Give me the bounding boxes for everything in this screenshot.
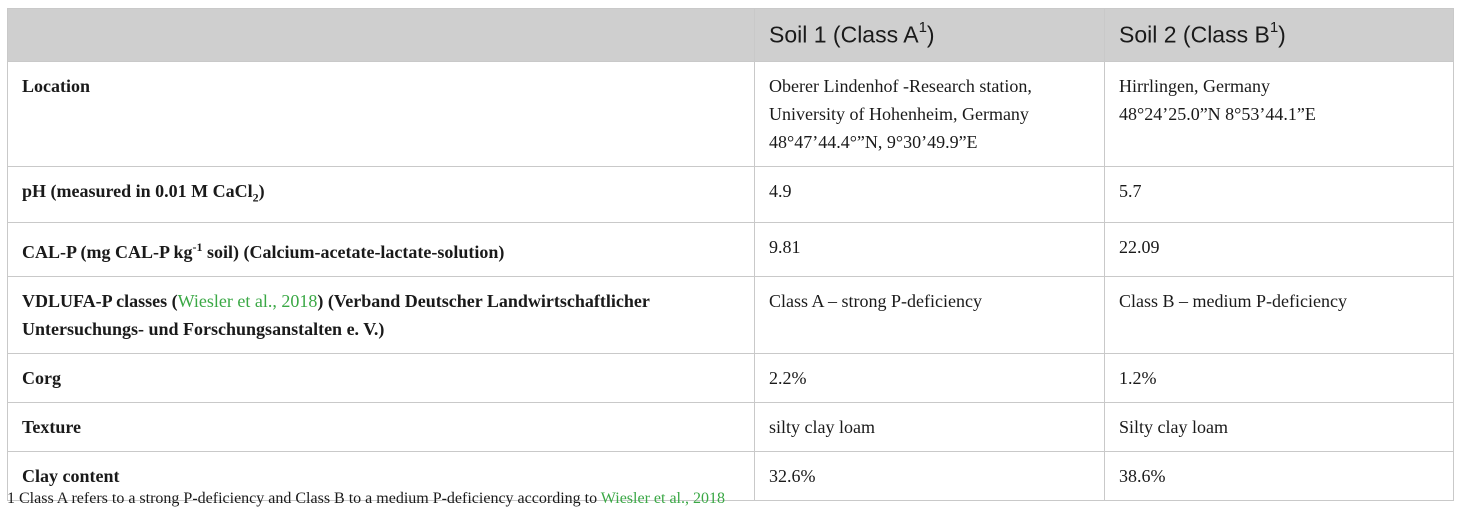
soil-properties-table [7,8,1454,501]
row-label-ph-main: pH (measured in 0.01 M CaCl [22,181,253,201]
location-soil-1-line-3: 48°47’44.4°”N, 9°30’49.9”E [769,132,978,152]
table-row-texture [8,402,1454,451]
location-soil-2-line-1: Hirrlingen, Germany [1119,76,1270,96]
row-label-vdlufa-line-2: Untersuchungs- und Forschungsanstalten e. V.) [22,318,385,339]
row-label-corg: Corg [8,353,755,402]
cell-clay-content-soil-2: 38.6% [1105,451,1454,500]
footnote-citation-link[interactable]: Wiesler et al., 2018 [600,490,725,507]
table-row-location [8,62,1454,167]
cell-location-soil-2 [1105,62,1454,167]
cell-location-soil-1 [755,62,1105,167]
header-soil-2-text: Soil 2 (Class B [1119,21,1270,48]
cell-corg-soil-2: 1.2% [1105,353,1454,402]
cell-ph-soil-2: 5.7 [1105,167,1454,223]
cell-clay-content-soil-1: 32.6% [755,451,1105,500]
row-label-vdlufa-line-1 [22,287,740,315]
row-label-cal-p-superscript: -1 [192,239,203,254]
table-row-cal-p [8,222,1454,276]
header-soil-1-close: ) [926,21,935,48]
cell-texture-soil-2: Silty clay loam [1105,402,1454,451]
location-soil-2-line-2: 48°24’25.0”N 8°53’44.1”E [1119,104,1316,124]
row-label-vdlufa-a: VDLUFA-P classes ( [22,290,178,311]
header-soil-2 [1105,9,1454,62]
row-label-cal-p-b: soil) (Calcium-acetate-lactate-solution) [202,241,505,262]
cell-cal-p-soil-2: 22.09 [1105,222,1454,276]
table-footnote [7,488,725,510]
table-row-corg [8,353,1454,402]
cell-cal-p-soil-1: 9.81 [755,222,1105,276]
row-label-cal-p-a: CAL-P (mg CAL-P kg [22,241,193,262]
header-soil-2-footnote-mark: 1 [1269,19,1279,37]
header-soil-1 [755,9,1105,62]
header-empty-cell [8,9,755,62]
row-label-vdlufa [8,276,755,353]
footnote-text: 1 Class A refers to a strong P-deficiency and Class B to a medium P-deficiency according to [7,490,601,507]
table-header-row [8,9,1454,62]
row-label-cal-p [8,222,755,276]
row-label-clay-content: Clay content [8,451,755,500]
row-label-ph-close: ) [258,181,265,201]
cell-ph-soil-1: 4.9 [755,167,1105,223]
header-soil-2-close: ) [1278,21,1286,48]
table-row-ph [8,167,1454,223]
row-label-texture: Texture [8,402,755,451]
row-label-vdlufa-b: ) (Verband Deutscher Landwirtschaftlicher [317,290,650,311]
header-soil-1-text: Soil 1 (Class A [769,21,919,48]
cell-vdlufa-soil-1: Class A – strong P-deficiency [755,276,1105,353]
cell-vdlufa-soil-2: Class B – medium P-deficiency [1105,276,1454,353]
cell-texture-soil-1: silty clay loam [755,402,1105,451]
soil-properties-table-container [7,8,1453,501]
cell-corg-soil-1: 2.2% [755,353,1105,402]
row-label-ph [8,167,755,223]
vdlufa-citation-link[interactable]: Wiesler et al., 2018 [177,290,318,311]
table-row-vdlufa [8,276,1454,353]
location-soil-1-line-2: University of Hohenheim, Germany [769,104,1029,124]
header-soil-1-footnote-mark: 1 [918,19,927,37]
row-label-ph-subscript: 2 [252,190,259,205]
location-soil-1-line-1: Oberer Lindenhof -Research station, [769,76,1032,96]
row-label-location: Location [8,62,755,167]
